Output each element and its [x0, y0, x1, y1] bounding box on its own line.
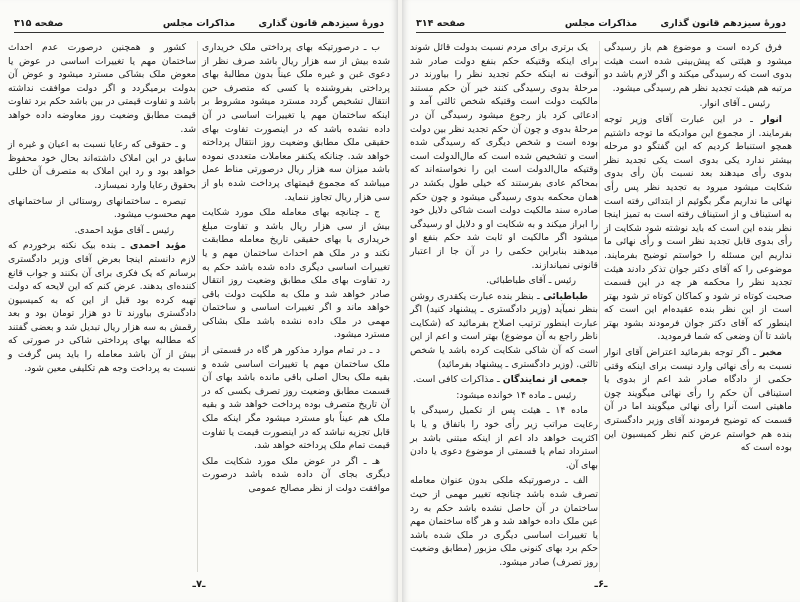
- page-footer-number: ـ۶ـ: [594, 578, 608, 590]
- paragraph-text: ـ در این عبارت آقای وزیر توجه بفرمایند. از مجموع این موادیکه ما توجه داشتیم همچو استنباط کردیم که این گفتگو دو مرحله بیشتر ندارد یکی بدوی است یکی تجدید نظر بدوی رأی میدهند بعد نسبت بآن رأی بدوی شکایت میشود میرود به تجدید نظر پس رأی نهائی ما نداریم مگر بگوئیم از ابتدائی رفته است به استیناف و از استیناف رفته است به تمیز اینجا نظر بنده این است که باید نوشته شود شکایت از رأی بدوی قابل تجدید نظر است و رأی نهائی ما نداریم این مسئله را خواستم توضیح بفرمایند. موضوعی را که آقای دکتر جوان تذکر دادند هیئت تجدید نظر را محکمه هر چه در این قسمت صحبت کوتاه تر شود و کماکان کوتاه تر شود بهتر است از این نظر بنده عقیده‌ام این است که اینطور که آقای دکتر جوان فرمودند بشود بهتر باشد تا آن وضعی که شما فرمودید.: [604, 113, 792, 343]
- speaker-call: رئیس ـ آقای مؤید احمدی.: [74, 224, 174, 236]
- page-footer-number: ـ۷ـ: [192, 578, 206, 590]
- page-314: [402, 0, 800, 602]
- paragraph: [8, 138, 196, 192]
- paragraph-text: ماده ۱۴ ـ هیئت پس از تکمیل رسیدگی با رعایت مراتب زیر رأی خود را باتفاق و یا با اکثریت خواهد داد اعم از اینکه مبتنی باشد بر استرداد تمام یا قسمتی از موضوع دعوی یا دادن بهای آن.: [410, 405, 598, 471]
- paragraph: [410, 404, 598, 472]
- text-columns: [410, 41, 792, 572]
- paragraph-text: و ـ حقوقی که رعایا نسبت به اعیان و غیره از سابق در این املاک داشته‌اند بحال خود محفوظ خواهد بود و رد این املاک به متصرف آن خللی بحقوق رعایا وارد نمیسازد.: [8, 139, 196, 191]
- text-columns: [8, 41, 390, 572]
- paragraph: [202, 206, 390, 342]
- speaker-name: جمعی از نمایندگان: [502, 374, 588, 386]
- paragraph-text: د ـ در تمام موارد مذکور هر گاه در قسمتی از ملک ساختمان مهم یا تغییرات اساسی شده و بقیه ملک بحال اصلی باقی مانده باشد بهای آن قسمت مطابق وضعیت روز تصرف بکسی که در آن تاریخ متصرف بوده پرداخت خواهد شد و بقیه ملک هم عیناً باو مسترد میشود مگر اینکه ملک قابل تجزیه نباشد که در اینصورت قیمت یا تفاوت قیمت تمام ملک پرداخته خواهد شد.: [202, 345, 390, 452]
- speaker-name: مؤید احمدی: [129, 240, 186, 252]
- speaker-call: رئیس ـ آقای انوار.: [699, 98, 770, 110]
- speaker-call: رئیس ـ ماده ۱۴ خوانده میشود:: [456, 389, 576, 401]
- paragraph-text: ـ بنظر بنده عبارت یکقدری روشن بنظر نمیآید (وزیر دادگستری ـ پیشنهاد کنید) اگر عبارت اینطور ترتیب اصلاح بفرمائید که (شکایت ناظر راجع به آن موضوع) بهتر است و اعم از این است که آن شاکی شکایت کرده باشد یا شخص ثالثی. (وزیر دادگستری ـ پیشنهاد بفرمائید): [410, 290, 598, 370]
- page-315: [0, 0, 398, 602]
- paragraph-text: ج ـ چنانچه بهای معامله ملک مورد شکایت بیش از سی هزار ریال باشد و تفاوت مبلغ خریداری با بهای حقیقی تاریخ معامله مطابقت نکند و در ملک هم احداث ساختمان مهم و یا تغییرات اساسی دیگری داده شده باشد حکم به رد تفاوت بهای ملک مطابق وضعیت روز انتقال صادر خواهد شد و ملک به ملکیت دولت باقی خواهد ماند و اگر تغییرات اساسی و ساختمان مهمی در ملک داده نشده باشد ملک بشاکی مسترد میشود.: [202, 207, 390, 341]
- paragraph: [604, 41, 792, 95]
- text-column-right: [197, 41, 390, 572]
- paragraph: [202, 41, 390, 204]
- speaker-name: طباطبائی: [543, 290, 588, 302]
- page-header: [14, 18, 384, 33]
- paragraph: [410, 474, 598, 569]
- page-number: صفحه ۳۱۵: [14, 18, 64, 29]
- paragraph: [202, 344, 390, 453]
- paragraph-text: ـ بنده بیک نکته برخوردم که لازم دانستم اینجا بعرض آقای وزیر دادگستری برسانم که یک فکری برای آن بکنند و جواب قانع کننده‌ای بدهند. عرض کنم که این لایحه که دولت تهیه کرده بود قبل از این که به کمیسیون دادگستری بیاورند تا دو هزار تومان بود و بعد رقمش به سه هزار ریال تبدیل شد و بعضی گفتند که مطالبه بهای پرداختی شاکی در صورتی که بیش از آن باشد معامله را باید پس گرفت و نسبت به پرداخت وجه هم تکلیفی معین شود.: [8, 240, 196, 374]
- paragraph-text: یک برتری برای مردم نسبت بدولت قائل شوند برای اینکه وقتیکه حکم بنفع دولت صادر شد آنوقت نه اینکه حکم تجدید نظر را بیاورند در مرحلهٔ بدوی رسیدگی کنند خیر آن حکم مستند مالکیت دولت است وقتیکه شخص ثالثی آمد و ادعائی کرد باز رجوع میشود رسیدگی آن در مرحلهٔ بدوی و چون آن حکم تجدید نظر بین دولت بوده است و شخص دیگری که رسیدگی شده است و تشخیص شده است که مال‌الدولت است وقتیکه مال‌الدولت است این را نخواسته‌اند که بمحاکم عادی بفرستند که خیلی طول بکشد در همان محکمه بدوی رسیدگی میشود و چون حکم صادره سند مالکیت دولت است شاکی دلایل خود را ابراز میکند و به شکایت او و دلایل او رسیدگی میشود اگر مالکیت او ثابت شد حکم بنفع او میدهند بنابراین حکمی را در آن جا از اعتبار قانونی نمیاندازند.: [410, 42, 598, 271]
- session-title: دورهٔ سیزدهم قانون گذاری: [258, 18, 384, 29]
- page-number: صفحه ۳۱۴: [416, 18, 466, 29]
- paragraph: [8, 195, 196, 222]
- publication-title: مذاکرات مجلس: [564, 18, 638, 29]
- paragraph-text: ـ اگر توجه بفرمائید اعتراض آقای انوار نسبت به رأی نهائی وارد نیست برای اینکه وقتی حکمی از دادگاه صادر شد اعم از بدوی یا استینافی آن حکم را رأی نهائی میگویند چون ماهیتی است آنرا رأی نهائی میگویند اما در آن قسمت که توضیح فرمودند آقای وزیر دادگستری بنده هم خواستم عرض کنم نظر کمیسیون این بوده است که: [604, 347, 792, 454]
- paragraph-text: تبصره ـ ساختمانهای روستائی از ساختمانهای مهم محسوب میشود.: [8, 195, 196, 221]
- paragraph-text: کشور و همچنین درصورت عدم احداث ساختمان مهم یا تغییرات اساسی در عوض یا معوض ملک بشاکی مسترد میشود و عوض آن بدولت برمیگردد و اگر دولت موافقت نداشته باشد و تفاوت قیمتی در بین باشد حکم برد تفاوت قیمت مطابق وضعیت روز معاوضه داده خواهد شد.: [8, 42, 196, 135]
- paragraph: [410, 290, 598, 372]
- speaker-name: انوار: [760, 113, 782, 125]
- paragraph-text: ب ـ درصورتیکه بهای پرداختی ملک خریداری شده بیش از سه هزار ریال باشد صرف نظر از دعوی غبن و غیره ملک عیناً بدون مطالبهٔ بهای پرداختی بفروشنده یا کسی که متصرف حین انتقال تشخیص گردد مسترد میشود مشروط بر اینکه ساختمان مهم یا تغییرات اساسی در آن داده نشده باشد که در اینصورت تفاوت بهای حقیقی ملک مطابق وضعیت روز انتقال پرداخته خواهد شد. چنانکه یکنفر معاملات متعددی نموده باشد میزان سه هزار ریال درصورتی مناط عمل میباشد که مجموع قیمتهای پرداخت شده باو از سی هزار ریال تجاوز ننماید.: [202, 42, 390, 203]
- page-header: [416, 18, 786, 33]
- paragraph-text: هـ ـ اگر در عوض ملک مورد شکایت ملک دیگری بجای آن داده شده باشد درصورت موافقت دولت از نظر مصالح عمومی: [202, 455, 390, 494]
- paragraph: [410, 41, 598, 272]
- text-column-left: [8, 41, 196, 572]
- paragraph: [604, 346, 792, 455]
- paragraph-text: فرق کرده است و موضوع هم باز رسیدگی میشود و هیئتی که پیش‌بینی شده است هیئت بدوی است که رسیدگی میکند و اگر لازم باشد دو مرتبه هم هیئت تجدید نظر هم رسیدگی میشود.: [604, 42, 792, 94]
- paragraph: [8, 41, 196, 136]
- paragraph: [604, 113, 792, 344]
- speaker-call: رئیس ـ آقای طباطبائی.: [486, 275, 576, 287]
- paragraph: [410, 373, 598, 387]
- paragraph-text: ـ مذاکرات کافی است.: [412, 374, 503, 386]
- paragraph-text: الف ـ درصورتیکه ملکی بدون عنوان معامله تصرف شده باشد چنانچه تغییر مهمی از حیث ساختمان در آن حاصل نشده باشد حکم به رد عین ملک داده خواهد شد و هر گاه ساختمان مهم یا تغییرات اساسی دیگری در ملک شده باشد حکم برد بهای کنونی ملک مزبور (مطابق وضعیت روز تصرف) صادر میشود.: [410, 475, 598, 568]
- paragraph: [8, 239, 196, 375]
- paragraph: [202, 455, 390, 496]
- session-title: دورهٔ سیزدهم قانون گذاری: [660, 18, 786, 29]
- publication-title: مذاکرات مجلس: [162, 18, 236, 29]
- speaker-name: مخبر: [759, 347, 782, 359]
- text-column-right: [599, 41, 792, 572]
- text-column-left: [410, 41, 598, 572]
